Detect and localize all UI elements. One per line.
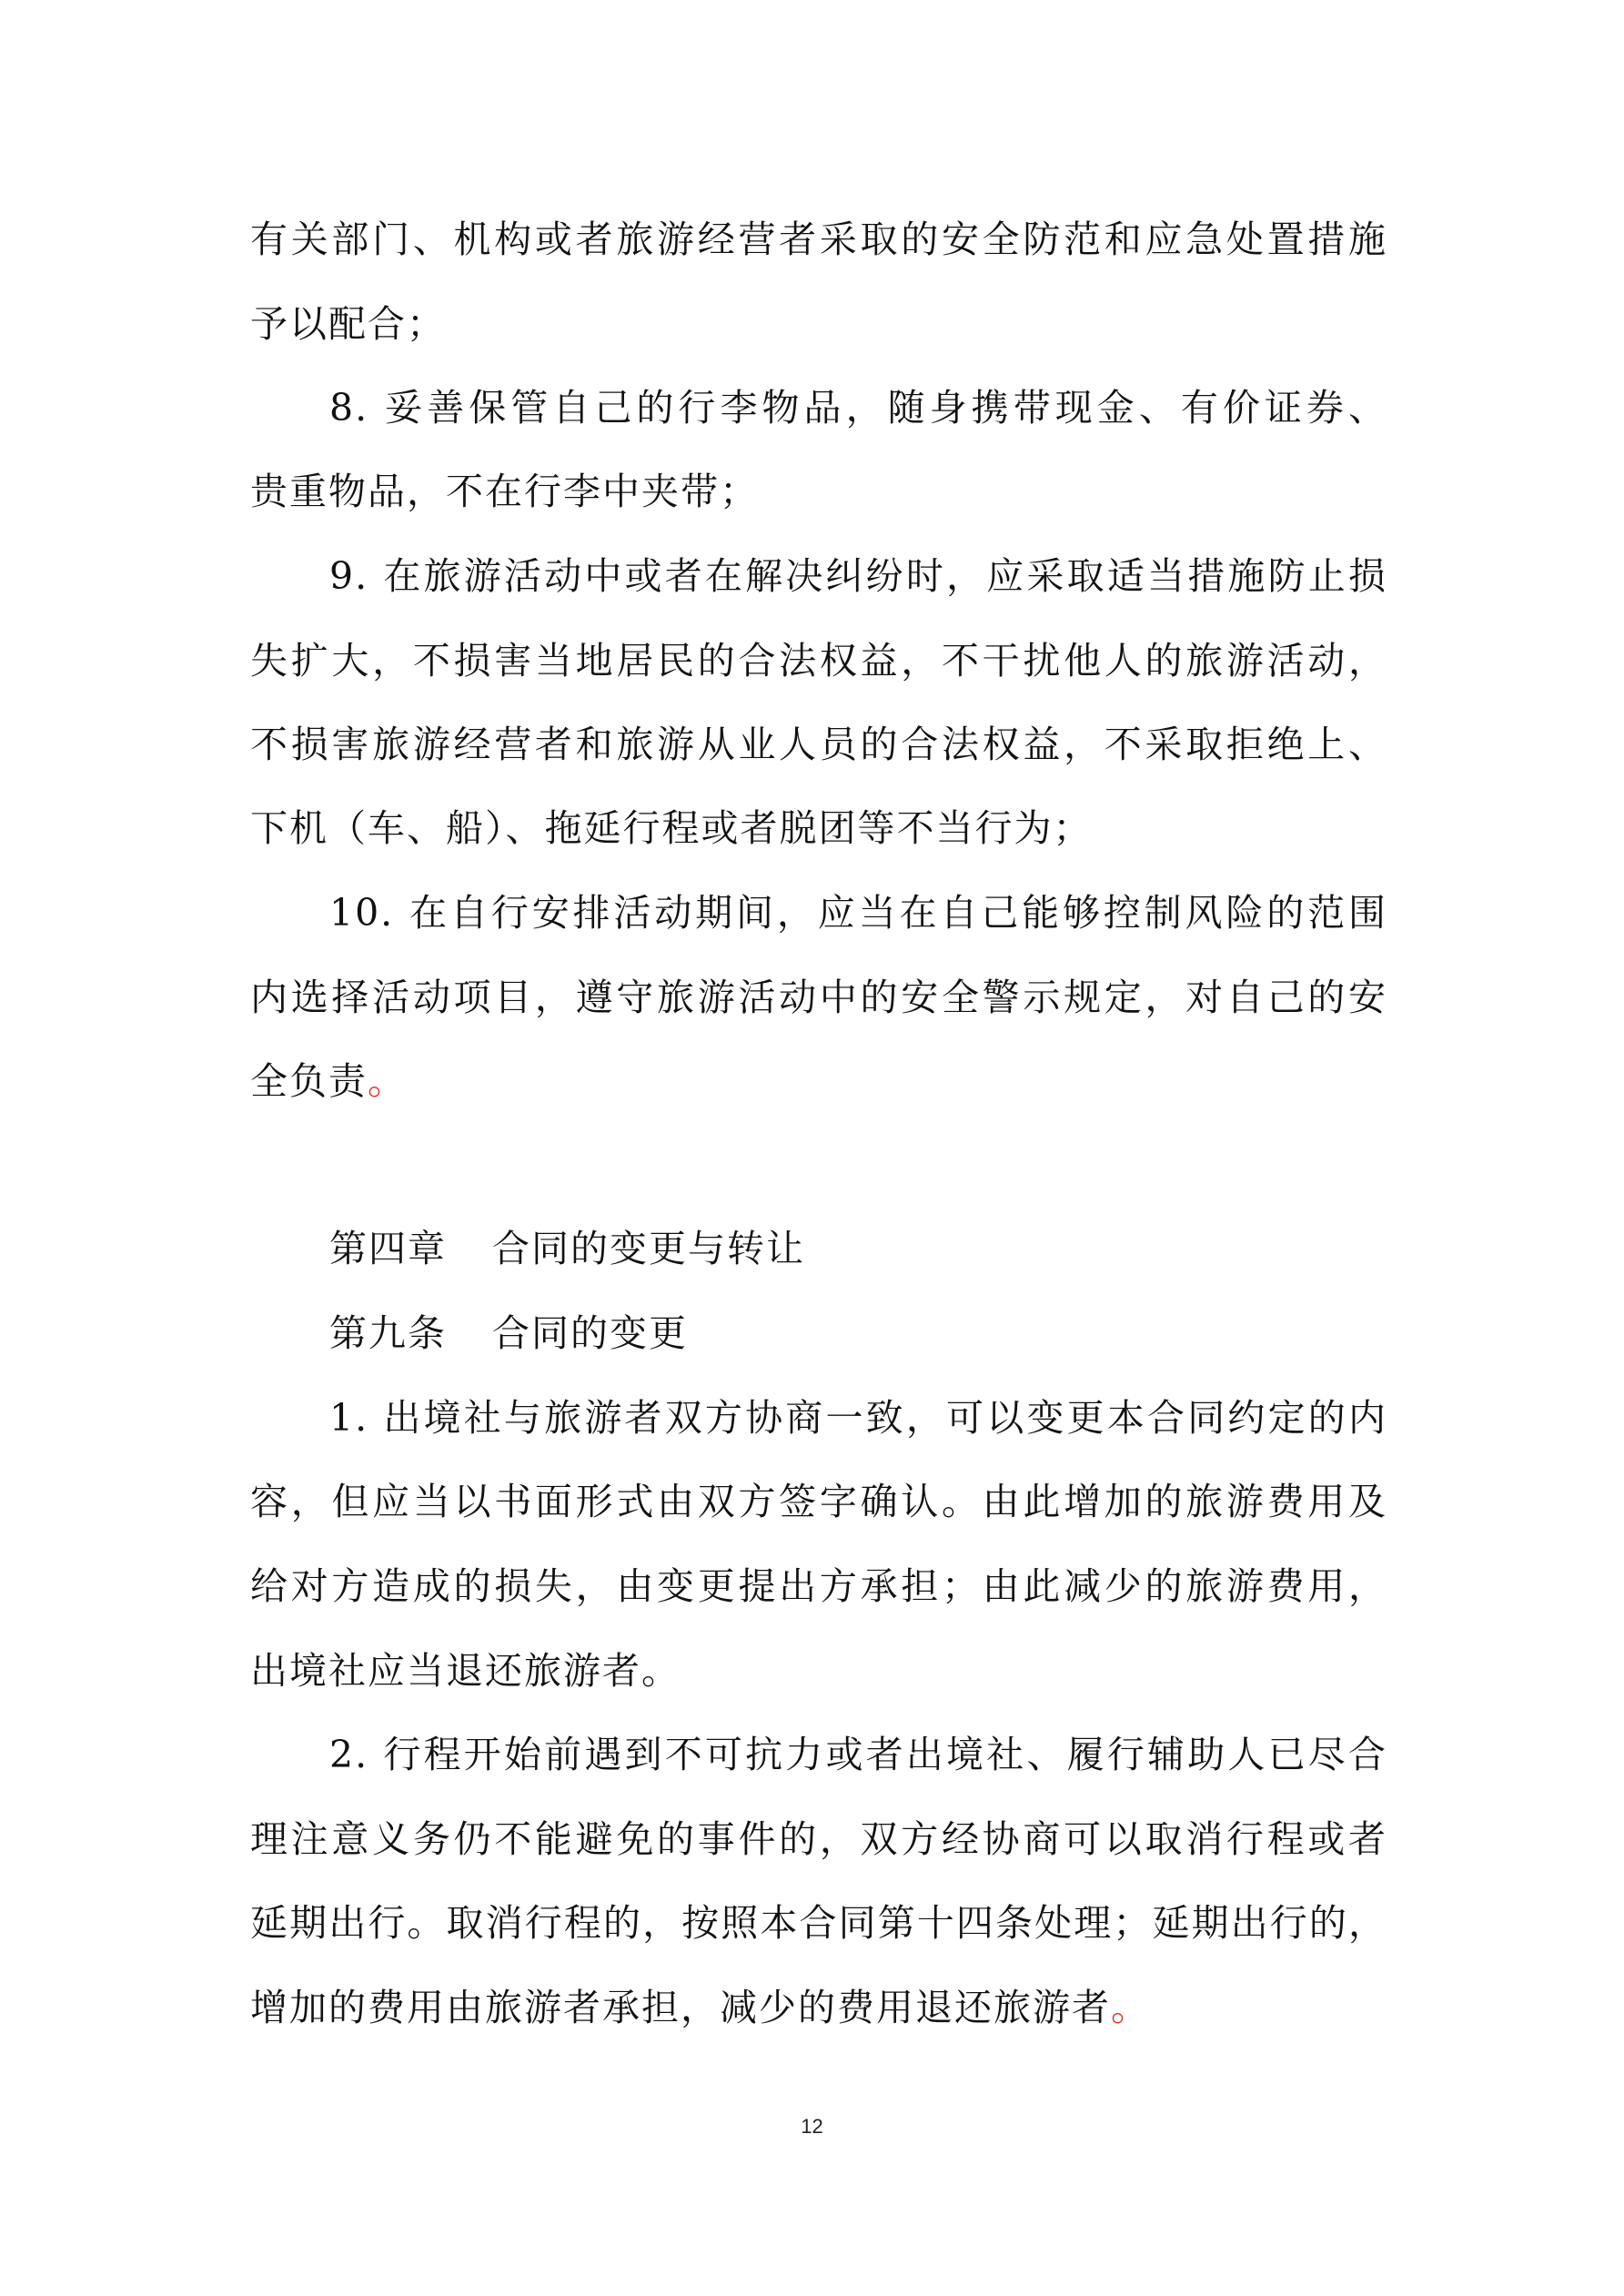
text-line: 予以配合； xyxy=(250,302,446,346)
article-title: 合同的变更 xyxy=(492,1311,688,1355)
list-item-1: 1. 出境社与旅游者双方协商一致，可以变更本合同约定的内 xyxy=(329,1396,1387,1440)
text-line: 有关部门、机构或者旅游经营者采取的安全防范和应急处置措施 xyxy=(250,217,1387,261)
text-line: 下机（车、船）、拖延行程或者脱团等不当行为； xyxy=(250,806,1093,850)
text-line xyxy=(250,1980,1387,2035)
list-item-2: 2. 行程开始前遇到不可抗力或者出境社、履行辅助人已尽合 xyxy=(329,1733,1387,1776)
list-item-9: 9. 在旅游活动中或者在解决纠纷时，应采取适当措施防止损 xyxy=(329,554,1387,598)
text-line: 理注意义务仍不能避免的事件的，双方经协商可以取消行程或者 xyxy=(250,1817,1387,1861)
chapter-title: 合同的变更与转让 xyxy=(492,1227,805,1270)
text-line: 内选择活动项目，遵守旅游活动中的安全警示规定，对自己的安 xyxy=(250,976,1387,1019)
article-label: 第九条 xyxy=(329,1311,447,1355)
text-fragment: 增加的费用由旅游者承担，减少的费用退还旅游者 xyxy=(250,1986,1111,2029)
red-punctuation: 。 xyxy=(368,1059,407,1103)
text-line: 延期出行。取消行程的，按照本合同第十四条处理；延期出行的， xyxy=(250,1901,1387,1945)
text-line xyxy=(250,1054,1387,1108)
text-line: 容，但应当以书面形式由双方签字确认。由此增加的旅游费用及 xyxy=(250,1480,1387,1523)
red-punctuation: 。 xyxy=(1111,1986,1150,2029)
text-line: 出境社应当退还旅游者。 xyxy=(250,1649,681,1693)
text-line: 不损害旅游经营者和旅游从业人员的合法权益，不采取拒绝上、 xyxy=(250,723,1387,766)
text-fragment: 全负责 xyxy=(250,1059,368,1103)
text-line: 失扩大，不损害当地居民的合法权益，不干扰他人的旅游活动， xyxy=(250,639,1387,683)
list-item-10: 10. 在自行安排活动期间，应当在自己能够控制风险的范围 xyxy=(329,891,1387,935)
chapter-heading xyxy=(329,1221,1387,1276)
chapter-label: 第四章 xyxy=(329,1227,447,1270)
page-number: 12 xyxy=(801,2115,823,2138)
list-item-8: 8. 妥善保管自己的行李物品，随身携带现金、有价证券、 xyxy=(329,386,1387,430)
text-line: 贵重物品，不在行李中夹带； xyxy=(250,470,759,513)
article-heading xyxy=(329,1306,1387,1360)
text-line: 给对方造成的损失，由变更提出方承担；由此减少的旅游费用， xyxy=(250,1564,1387,1608)
